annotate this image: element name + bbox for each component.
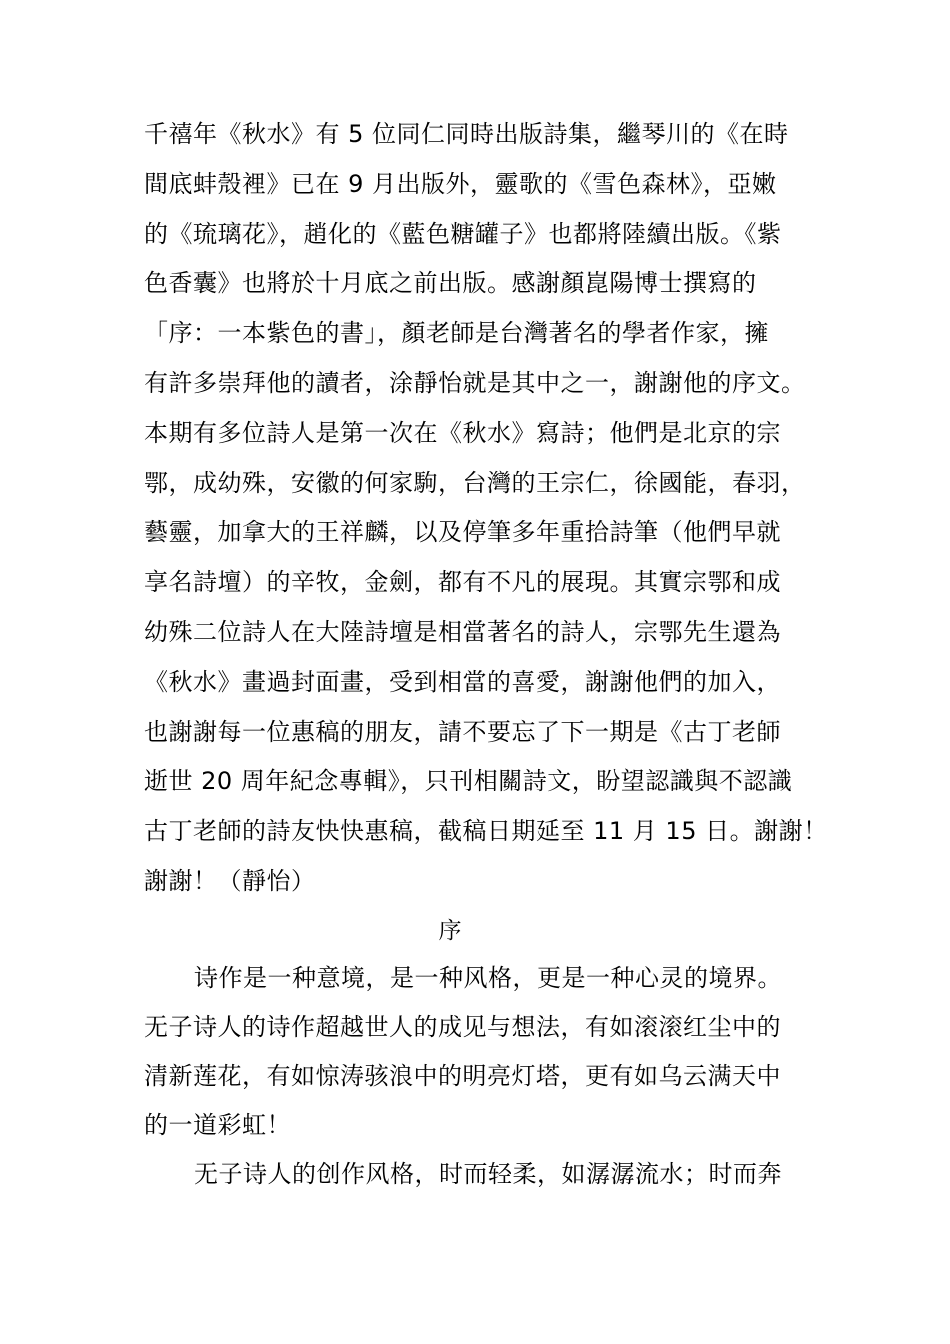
notice-line-14: 逝世 20 周年紀念專輯》，只刊相關詩文，盼望認識與不認識 [144, 767, 793, 796]
notice-line-4: 色香囊》也將於十月底之前出版。感謝顏崑陽博士撰寫的 [144, 269, 757, 298]
notice-line-5: 「序：一本紫色的書」，顏老師是台灣著名的學者作家，擁 [144, 319, 769, 348]
notice-line-10: 享名詩壇）的辛牧，金劍，都有不凡的展現。其實宗鄂和成 [144, 568, 781, 597]
preface-paragraphs [144, 954, 814, 1199]
preface-line-5: 无子诗人的创作风格，时而轻柔，如潺潺流水；时而奔 [194, 1160, 782, 1188]
preface-line-1: 诗作是一种意境，是一种风格，更是一种心灵的境界。 [194, 964, 782, 992]
notice-line-9: 藝靈，加拿大的王祥麟，以及停筆多年重拾詩筆（他們早就 [144, 518, 781, 547]
notice-line-2: 間底蚌殼裡》已在 9 月出版外，靈歌的《雪色森林》，亞嫩 [144, 169, 777, 198]
notice-line-7: 本期有多位詩人是第一次在《秋水》寫詩；他們是北京的宗 [144, 418, 781, 447]
notice-line-12: 《秋水》畫過封面畫，受到相當的喜愛，謝謝他們的加入， [144, 667, 781, 696]
preface-line-4: 的一道彩虹！ [144, 1111, 291, 1139]
notice-line-8: 鄂，成幼殊，安徽的何家駒，台灣的王宗仁，徐國能，春羽， [144, 468, 806, 497]
notice-line-6: 有許多崇拜他的讀者，涂靜怡就是其中之一，謝謝他的序文。 [144, 368, 806, 397]
notice-line-16: 謝謝！（靜怡） [144, 866, 316, 895]
editor-notice-paragraph [144, 110, 828, 907]
notice-line-1: 千禧年《秋水》有 5 位同仁同時出版詩集，繼琴川的《在時 [144, 120, 789, 148]
preface-line-2: 无子诗人的诗作超越世人的成见与想法，有如滚滚红尘中的 [144, 1013, 781, 1041]
notice-line-15: 古丁老師的詩友快快惠稿，截稿日期延至 11 月 15 日。謝謝！ [144, 817, 828, 846]
notice-line-11: 幼殊二位詩人在大陸詩壇是相當著名的詩人，宗鄂先生還為 [144, 617, 781, 646]
notice-line-3: 的《琉璃花》，趙化的《藍色糖罐子》也都將陸續出版。《紫 [144, 219, 782, 248]
preface-line-3: 清新莲花，有如惊涛骇浪中的明亮灯塔，更有如乌云满天中 [144, 1062, 781, 1090]
notice-line-13: 也謝謝每一位惠稿的朋友，請不要忘了下一期是《古丁老師 [144, 717, 781, 746]
preface-title: 序 [438, 918, 462, 944]
